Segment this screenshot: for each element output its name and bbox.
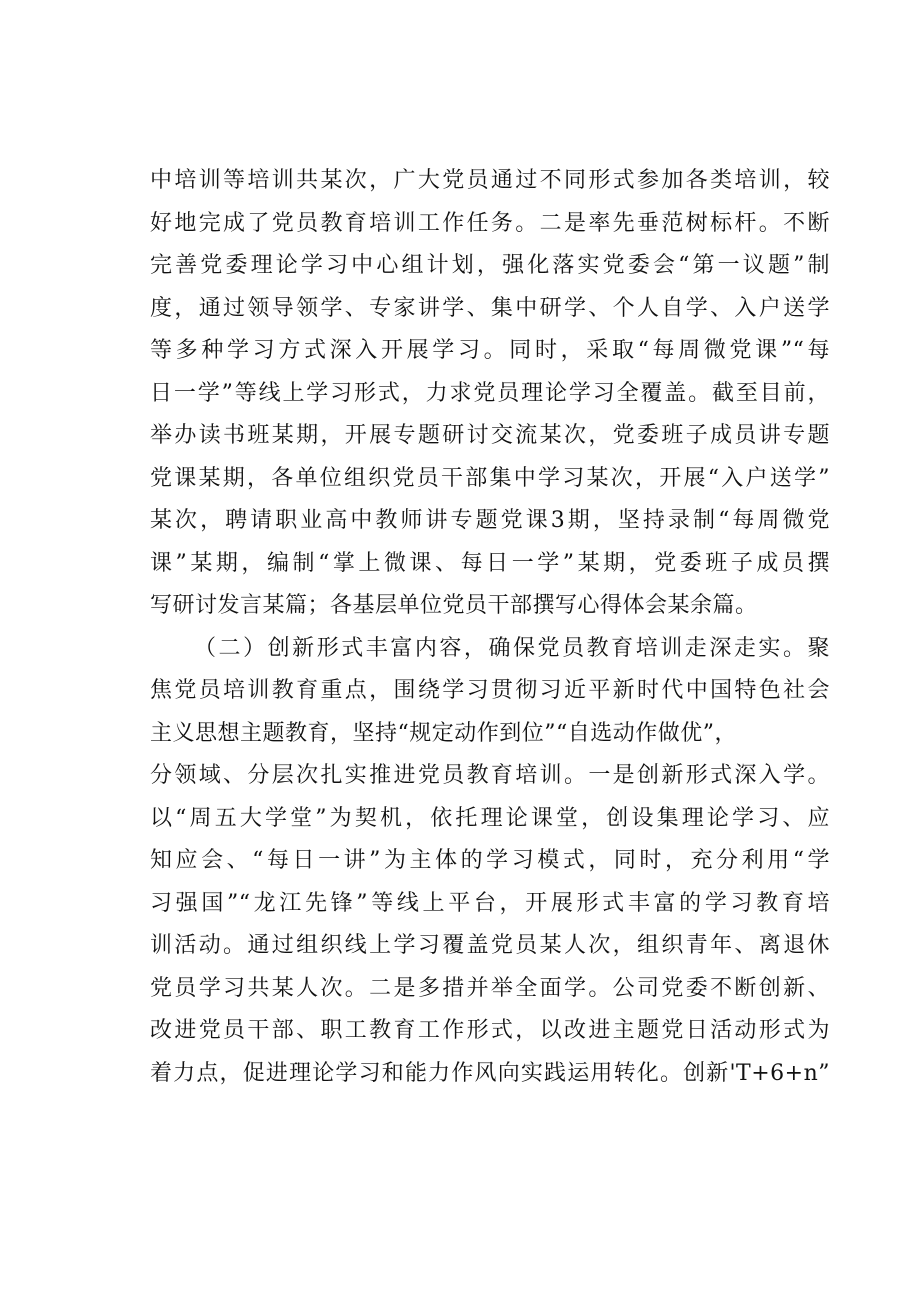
text-line-3: 完善党委理论学习中心组计划，强化落实党委会“第一议题”制 — [150, 253, 830, 278]
text-line-2: 好地完成了党员教育培训工作任务。二是率先垂范树标杆。不断 — [150, 210, 830, 236]
text-line-8: 党课某期，各单位组织党员干部集中学习某次，开展“入户送学” — [150, 465, 830, 491]
text-line-12: （二）创新形式丰富内容，确保党员教育培训走深走实。聚 — [194, 635, 830, 661]
text-line-13: 焦党员培训教育重点，围绕学习贯彻习近平新时代中国特色社会 — [150, 678, 830, 703]
text-line-22: 着力点，促进理论学习和能力作风向实践运用转化。创新'T+6+n” — [150, 1060, 830, 1086]
text-line-21: 改进党员干部、职工教育工作形式，以改进主题党日活动形式为 — [150, 1018, 830, 1043]
text-line-10: 课”某期，编制“掌上微课、每日一学”某期，党委班子成员撰 — [150, 550, 830, 576]
text-line-4: 度，通过领导领学、专家讲学、集中研学、个人自学、入户送学 — [150, 295, 830, 321]
text-line-20: 党员学习共某人次。二是多措并举全面学。公司党委不断创新、 — [150, 975, 830, 1001]
text-line-11: 写研讨发言某篇；各基层单位党员干部撰写心得体会某余篇。 — [150, 593, 758, 618]
text-line-15: 分领域、分层次扎实推进党员教育培训。一是创新形式深入学。 — [150, 763, 830, 788]
text-line-14: 主义思想主题教育，坚持“规定动作到位”“自选动作做优”， — [150, 720, 737, 746]
text-line-5: 等多种学习方式深入开展学习。同时，采取“每周微党课”“每 — [150, 338, 830, 363]
text-line-6: 日一学”等线上学习形式，力求党员理论学习全覆盖。截至目前， — [150, 380, 830, 406]
text-line-7: 举办读书班某期，开展专题研讨交流某次，党委班子成员讲专题 — [150, 423, 830, 448]
text-line-19: 训活动。通过组织线上学习覆盖党员某人次，组织青年、离退休 — [150, 933, 830, 958]
body-text — [150, 160, 830, 1095]
text-line-17: 知应会、“每日一讲”为主体的学习模式，同时，充分利用“学 — [150, 848, 830, 873]
text-line-9: 某次，聘请职业高中教师讲专题党课3期，坚持录制“每周微党 — [150, 508, 830, 533]
text-line-16: 以“周五大学堂”为契机，依托理论课堂，创设集理论学习、应 — [150, 805, 830, 831]
text-line-18: 习强国”“龙江先锋”等线上平台，开展形式丰富的学习教育培 — [150, 890, 830, 916]
text-line-1: 中培训等培训共某次，广大党员通过不同形式参加各类培训，较 — [150, 168, 830, 193]
